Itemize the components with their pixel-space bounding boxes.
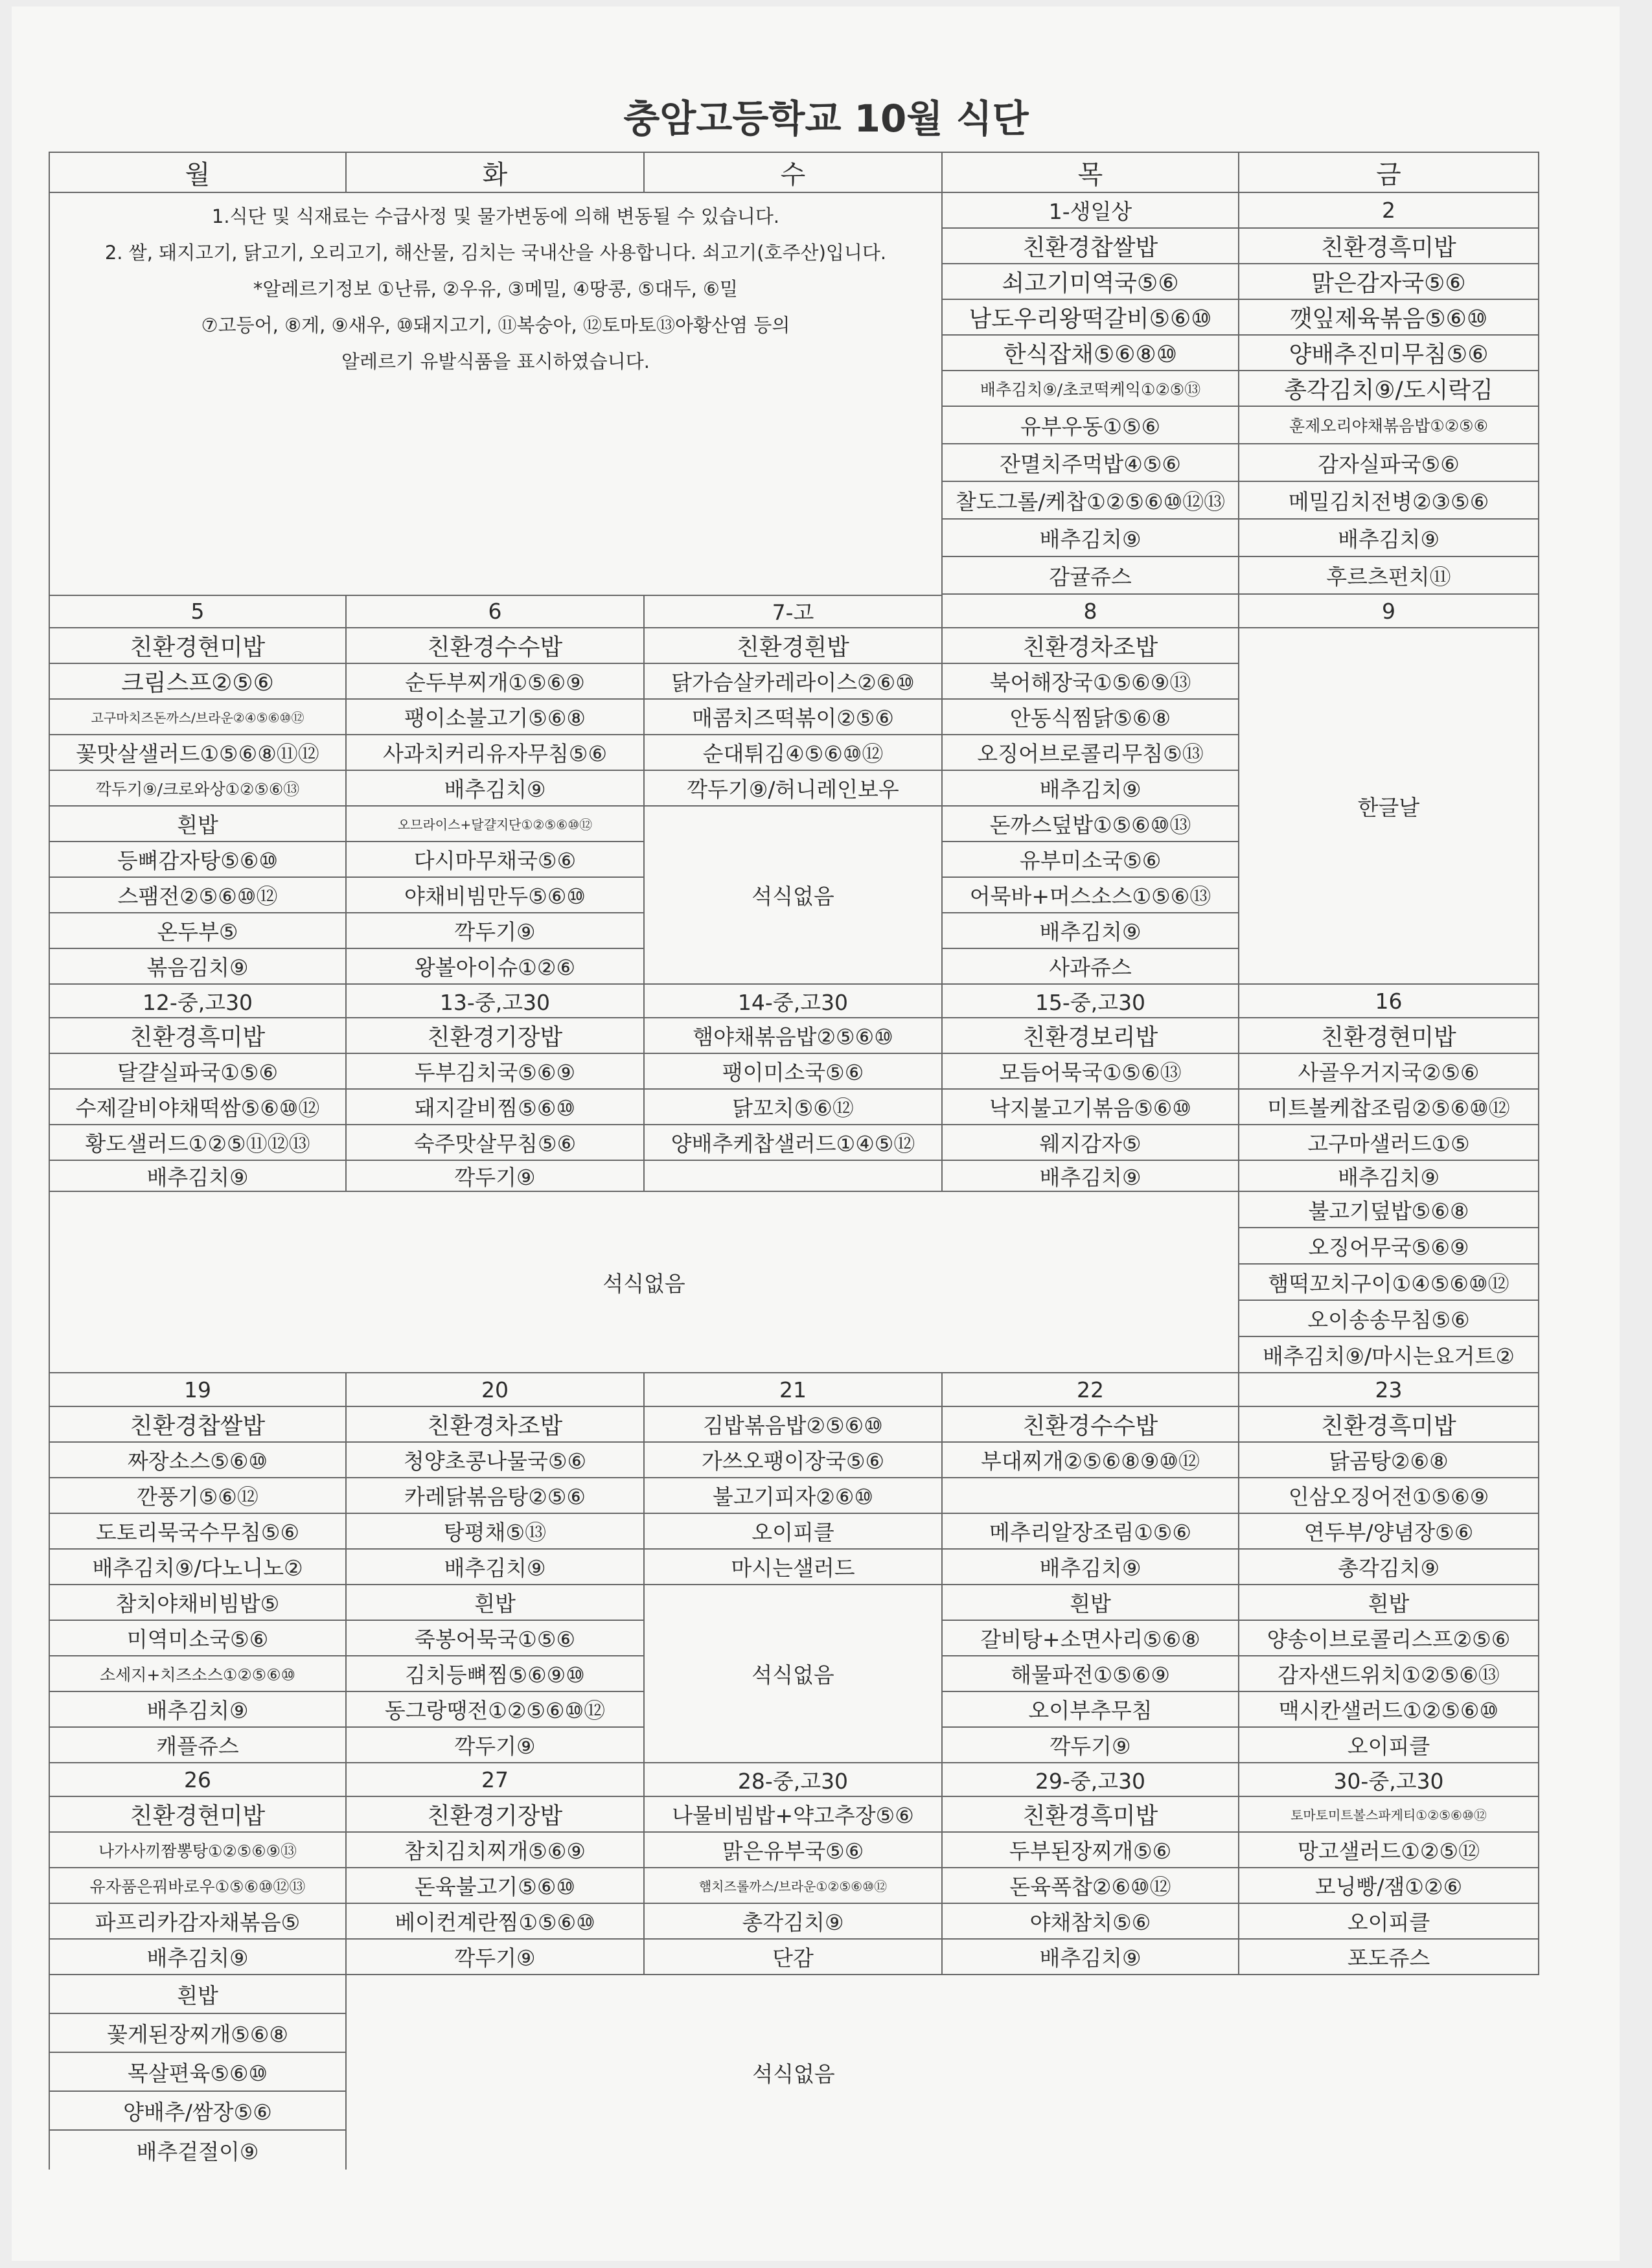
menu-item: 오이피클 xyxy=(645,1514,943,1550)
menu-item: 배추김치⑨ xyxy=(49,1161,347,1192)
notice-line-4: ⑦고등어, ⑧게, ⑨새우, ⑩돼지고기, ⑪복숭아, ⑫토마토⑬아황산염 등의 xyxy=(201,314,790,336)
menu-item: 양배추/쌈장⑤⑥ xyxy=(49,2092,347,2131)
menu-item: 베이컨계란찜①⑤⑥⑩ xyxy=(347,1904,645,1940)
menu-item: 사과치커리유자무침⑤⑥ xyxy=(347,735,645,771)
menu-item: 가쓰오팽이장국⑤⑥ xyxy=(645,1443,943,1478)
no-dinner-cell: 석식없음 xyxy=(752,2061,835,2087)
menu-item: 꽃맛살샐러드①⑤⑥⑧⑪⑫ xyxy=(49,735,347,771)
menu-item: 배추김치⑨ xyxy=(1239,1161,1539,1192)
date-header: 30-중,고30 xyxy=(1239,1763,1539,1797)
notice-line-1: 1.식단 및 식재료는 수급사정 및 물가변동에 의해 변동될 수 있습니다. xyxy=(211,205,780,227)
menu-item: 온두부⑤ xyxy=(49,913,347,949)
menu-item: 흰밥 xyxy=(49,807,347,842)
menu-item: 망고샐러드①②⑤⑫ xyxy=(1239,1833,1539,1868)
menu-item: 총각김치⑨/도시락김 xyxy=(1239,371,1539,407)
menu-item: 토마토미트볼스파게티①②⑤⑥⑩⑫ xyxy=(1239,1797,1539,1833)
menu-item: 고구마치즈돈까스/브라운②④⑤⑥⑩⑫ xyxy=(49,700,347,735)
menu-item: 나가사끼짬뽕탕①②⑤⑥⑨⑬ xyxy=(49,1833,347,1868)
menu-item: 맑은유부국⑤⑥ xyxy=(645,1833,943,1868)
menu-item: 깍두기⑨ xyxy=(943,1728,1239,1763)
menu-item: 안동식찜닭⑤⑥⑧ xyxy=(943,700,1239,735)
date-header: 2 xyxy=(1239,193,1539,229)
menu-item: 친환경수수밥 xyxy=(347,628,645,664)
date-header: 12-중,고30 xyxy=(49,985,347,1018)
menu-item: 배추김치⑨ xyxy=(943,913,1239,949)
menu-item: 참치야채비빔밥⑤ xyxy=(49,1585,347,1621)
menu-item: 총각김치⑨ xyxy=(1239,1550,1539,1585)
menu-item: 동그랑땡전①②⑤⑥⑩⑫ xyxy=(347,1692,645,1728)
date-header: 8 xyxy=(943,595,1239,628)
menu-item: 깐풍기⑤⑥⑫ xyxy=(49,1478,347,1514)
menu-item: 친환경흑미밥 xyxy=(943,1797,1239,1833)
menu-item: 야채참치⑤⑥ xyxy=(943,1904,1239,1940)
menu-item: 모닝빵/잼①②⑥ xyxy=(1239,1868,1539,1904)
menu-item: 닭가슴살카레라이스②⑥⑩ xyxy=(645,664,943,700)
menu-item: 마시는샐러드 xyxy=(645,1550,943,1585)
menu-item: 맥시칸샐러드①②⑤⑥⑩ xyxy=(1239,1692,1539,1728)
menu-item: 수제갈비야채떡쌈⑤⑥⑩⑫ xyxy=(49,1090,347,1125)
menu-item: 돈까스덮밥①⑤⑥⑩⑬ xyxy=(943,807,1239,842)
menu-item: 오징어브로콜리무침⑤⑬ xyxy=(943,735,1239,771)
menu-item: 순두부찌개①⑤⑥⑨ xyxy=(347,664,645,700)
menu-item: 양송이브로콜리스프②⑤⑥ xyxy=(1239,1621,1539,1656)
menu-item: 깍두기⑨ xyxy=(347,1728,645,1763)
menu-item: 양배추진미무침⑤⑥ xyxy=(1239,336,1539,371)
menu-item: 배추김치⑨ xyxy=(943,771,1239,807)
menu-item: 쇠고기미역국⑤⑥ xyxy=(943,264,1239,300)
menu-item: 두부김치국⑤⑥⑨ xyxy=(347,1054,645,1090)
menu-item: 친환경차조밥 xyxy=(943,628,1239,664)
no-dinner-cell: 석식없음 xyxy=(49,1192,1239,1373)
menu-item: 찰도그롤/케찹①②⑤⑥⑩⑫⑬ xyxy=(943,482,1239,520)
menu-item: 친환경현미밥 xyxy=(1239,1018,1539,1054)
no-dinner-cell: 석식없음 xyxy=(645,1585,943,1763)
menu-item: 배추김치⑨/초코떡케익①②⑤⑬ xyxy=(943,371,1239,407)
menu-item: 친환경찹쌀밥 xyxy=(943,229,1239,264)
menu-item: 목살편육⑤⑥⑩ xyxy=(49,2053,347,2092)
menu-item: 깍두기⑨ xyxy=(347,1940,645,1975)
date-header: 28-중,고30 xyxy=(645,1763,943,1797)
menu-item: 배추김치⑨/마시는요거트② xyxy=(1239,1337,1539,1373)
menu-item: 깍두기⑨/크로와상①②⑤⑥⑬ xyxy=(49,771,347,807)
menu-item: 두부된장찌개⑤⑥ xyxy=(943,1833,1239,1868)
menu-item: 미트볼케찹조림②⑤⑥⑩⑫ xyxy=(1239,1090,1539,1125)
menu-item: 배추김치⑨ xyxy=(347,771,645,807)
menu-item-empty xyxy=(645,1161,943,1192)
menu-item: 오징어무국⑤⑥⑨ xyxy=(1239,1228,1539,1265)
menu-item: 친환경현미밥 xyxy=(49,1797,347,1833)
menu-item: 왕볼아이슈①②⑥ xyxy=(347,949,645,985)
menu-item: 낙지불고기볶음⑤⑥⑩ xyxy=(943,1090,1239,1125)
menu-item: 돈육폭찹②⑥⑩⑫ xyxy=(943,1868,1239,1904)
day-header-fri: 금 xyxy=(1239,152,1539,193)
menu-item: 스팸전②⑤⑥⑩⑫ xyxy=(49,878,347,913)
menu-item: 야채비빔만두⑤⑥⑩ xyxy=(347,878,645,913)
date-header: 14-중,고30 xyxy=(645,985,943,1018)
menu-item: 메밀김치전병②③⑤⑥ xyxy=(1239,482,1539,520)
date-header: 22 xyxy=(943,1373,1239,1407)
day-header-tue: 화 xyxy=(347,152,645,193)
menu-item: 배추김치⑨ xyxy=(347,1550,645,1585)
menu-item: 친환경현미밥 xyxy=(49,628,347,664)
menu-item: 후르츠펀치⑪ xyxy=(1239,557,1539,595)
notice-line-2: 2. 쌀, 돼지고기, 닭고기, 오리고기, 해산물, 김치는 국내산을 사용합니다. 쇠고기(호주산)입니다. xyxy=(104,242,887,264)
menu-item: 양배추케찹샐러드①④⑤⑫ xyxy=(645,1125,943,1161)
menu-item: 감자실파국⑤⑥ xyxy=(1239,444,1539,482)
menu-item: 닭곰탕②⑥⑧ xyxy=(1239,1443,1539,1478)
menu-item: 청양초콩나물국⑤⑥ xyxy=(347,1443,645,1478)
date-header: 19 xyxy=(49,1373,347,1407)
date-header: 1-생일상 xyxy=(943,193,1239,229)
menu-item: 인삼오징어전①⑤⑥⑨ xyxy=(1239,1478,1539,1514)
menu-item: 흰밥 xyxy=(943,1585,1239,1621)
menu-item: 꽃게된장찌개⑤⑥⑧ xyxy=(49,2014,347,2053)
menu-item: 감귤쥬스 xyxy=(943,557,1239,595)
menu-item: 달걀실파국①⑤⑥ xyxy=(49,1054,347,1090)
menu-item: 깍두기⑨/허니레인보우 xyxy=(645,771,943,807)
menu-item: 오므라이스+달걀지단①②⑤⑥⑩⑫ xyxy=(347,807,645,842)
menu-item: 배추김치⑨ xyxy=(943,520,1239,557)
date-header: 16 xyxy=(1239,985,1539,1018)
menu-item: 배추김치⑨ xyxy=(49,1940,347,1975)
menu-item: 깻잎제육볶음⑤⑥⑩ xyxy=(1239,300,1539,336)
menu-item: 숙주맛살무침⑤⑥ xyxy=(347,1125,645,1161)
menu-item: 순대튀김④⑤⑥⑩⑫ xyxy=(645,735,943,771)
menu-item: 연두부/양념장⑤⑥ xyxy=(1239,1514,1539,1550)
menu-item: 웨지감자⑤ xyxy=(943,1125,1239,1161)
menu-item: 탕평채⑤⑬ xyxy=(347,1514,645,1550)
menu-item: 돼지갈비찜⑤⑥⑩ xyxy=(347,1090,645,1125)
menu-item: 모듬어묵국①⑤⑥⑬ xyxy=(943,1054,1239,1090)
menu-item: 햄떡꼬치구이①④⑤⑥⑩⑫ xyxy=(1239,1265,1539,1301)
menu-item: 고구마샐러드①⑤ xyxy=(1239,1125,1539,1161)
menu-item: 포도쥬스 xyxy=(1239,1940,1539,1975)
menu-item: 잔멸치주먹밥④⑤⑥ xyxy=(943,444,1239,482)
menu-item: 친환경기장밥 xyxy=(347,1018,645,1054)
menu-item: 김치등뼈찜⑤⑥⑨⑩ xyxy=(347,1656,645,1692)
menu-item: 미역미소국⑤⑥ xyxy=(49,1621,347,1656)
menu-item: 친환경흑미밥 xyxy=(49,1018,347,1054)
date-header: 26 xyxy=(49,1763,347,1797)
menu-item: 팽이소불고기⑤⑥⑧ xyxy=(347,700,645,735)
menu-item: 캐플쥬스 xyxy=(49,1728,347,1763)
menu-item: 사과쥬스 xyxy=(943,949,1239,985)
menu-item: 오이송송무침⑤⑥ xyxy=(1239,1301,1539,1337)
date-header: 13-중,고30 xyxy=(347,985,645,1018)
menu-item: 한식잡채⑤⑥⑧⑩ xyxy=(943,336,1239,371)
menu-item: 참치김치찌개⑤⑥⑨ xyxy=(347,1833,645,1868)
menu-item-empty xyxy=(943,1478,1239,1514)
menu-item: 크림스프②⑤⑥ xyxy=(49,664,347,700)
date-header: 23 xyxy=(1239,1373,1539,1407)
menu-item: 남도우리왕떡갈비⑤⑥⑩ xyxy=(943,300,1239,336)
date-header: 27 xyxy=(347,1763,645,1797)
menu-item: 팽이미소국⑤⑥ xyxy=(645,1054,943,1090)
menu-item: 깍두기⑨ xyxy=(347,913,645,949)
menu-item: 친환경찹쌀밥 xyxy=(49,1407,347,1443)
day-header-mon: 월 xyxy=(49,152,347,193)
menu-item: 유부미소국⑤⑥ xyxy=(943,842,1239,878)
menu-item: 나물비빔밥+약고추장⑤⑥ xyxy=(645,1797,943,1833)
menu-item: 해물파전①⑤⑥⑨ xyxy=(943,1656,1239,1692)
menu-item: 맑은감자국⑤⑥ xyxy=(1239,264,1539,300)
menu-item: 오이피클 xyxy=(1239,1904,1539,1940)
menu-item: 햄야채볶음밥②⑤⑥⑩ xyxy=(645,1018,943,1054)
menu-grid xyxy=(49,152,1539,2187)
notice-line-5: 알레르기 유발식품을 표시하였습니다. xyxy=(341,350,650,372)
menu-item: 도토리묵국수무침⑤⑥ xyxy=(49,1514,347,1550)
menu-item: 배추김치⑨ xyxy=(943,1940,1239,1975)
date-header: 5 xyxy=(49,595,347,628)
menu-item: 훈제오리야채볶음밥①②⑤⑥ xyxy=(1239,407,1539,444)
menu-item: 김밥볶음밥②⑤⑥⑩ xyxy=(645,1407,943,1443)
menu-item: 친환경차조밥 xyxy=(347,1407,645,1443)
menu-item: 파프리카감자채볶음⑤ xyxy=(49,1904,347,1940)
menu-item: 갈비탕+소면사리⑤⑥⑧ xyxy=(943,1621,1239,1656)
holiday-cell: 한글날 xyxy=(1239,628,1539,985)
menu-item: 흰밥 xyxy=(49,1975,347,2014)
menu-item: 볶음김치⑨ xyxy=(49,949,347,985)
menu-item: 매콤치즈떡볶이②⑤⑥ xyxy=(645,700,943,735)
menu-item: 북어해장국①⑤⑥⑨⑬ xyxy=(943,664,1239,700)
menu-item: 불고기피자②⑥⑩ xyxy=(645,1478,943,1514)
menu-item: 배추김치⑨/다노니노② xyxy=(49,1550,347,1585)
date-header: 21 xyxy=(645,1373,943,1407)
menu-item: 총각김치⑨ xyxy=(645,1904,943,1940)
menu-item: 친환경보리밥 xyxy=(943,1018,1239,1054)
menu-item: 유부우동①⑤⑥ xyxy=(943,407,1239,444)
menu-item: 배추김치⑨ xyxy=(943,1161,1239,1192)
no-dinner-cell: 석식없음 xyxy=(645,807,943,985)
date-header: 29-중,고30 xyxy=(943,1763,1239,1797)
menu-item: 배추김치⑨ xyxy=(49,1692,347,1728)
notice-box xyxy=(49,193,943,595)
menu-item: 감자샌드위치①②⑤⑥⑬ xyxy=(1239,1656,1539,1692)
menu-item: 친환경흑미밥 xyxy=(1239,229,1539,264)
date-header: 7-고 xyxy=(645,595,943,628)
menu-item: 친환경수수밥 xyxy=(943,1407,1239,1443)
menu-item: 불고기덮밥⑤⑥⑧ xyxy=(1239,1192,1539,1228)
menu-item: 등뼈감자탕⑤⑥⑩ xyxy=(49,842,347,878)
menu-item: 죽봉어묵국①⑤⑥ xyxy=(347,1621,645,1656)
menu-item: 흰밥 xyxy=(1239,1585,1539,1621)
menu-item: 오이부추무침 xyxy=(943,1692,1239,1728)
menu-item: 부대찌개②⑤⑥⑧⑨⑩⑫ xyxy=(943,1443,1239,1478)
menu-item: 돈육불고기⑤⑥⑩ xyxy=(347,1868,645,1904)
menu-item: 다시마무채국⑤⑥ xyxy=(347,842,645,878)
menu-item: 햄치즈롤까스/브라운①②⑤⑥⑩⑫ xyxy=(645,1868,943,1904)
menu-item: 닭꼬치⑤⑥⑫ xyxy=(645,1090,943,1125)
menu-item: 사골우거지국②⑤⑥ xyxy=(1239,1054,1539,1090)
menu-item: 유자품은꿔바로우①⑤⑥⑩⑫⑬ xyxy=(49,1868,347,1904)
page-title: 충암고등학교 10월 식단 xyxy=(623,97,1029,141)
menu-item: 황도샐러드①②⑤⑪⑫⑬ xyxy=(49,1125,347,1161)
menu-item: 친환경기장밥 xyxy=(347,1797,645,1833)
menu-item: 배추겉절이⑨ xyxy=(49,2131,347,2170)
date-header: 6 xyxy=(347,595,645,628)
menu-item: 깍두기⑨ xyxy=(347,1161,645,1192)
day-header-thu: 목 xyxy=(943,152,1239,193)
menu-item: 배추김치⑨ xyxy=(1239,520,1539,557)
menu-item: 흰밥 xyxy=(347,1585,645,1621)
menu-item: 메추리알장조림①⑤⑥ xyxy=(943,1514,1239,1550)
menu-item: 친환경흑미밥 xyxy=(1239,1407,1539,1443)
date-header: 20 xyxy=(347,1373,645,1407)
day-header-wed: 수 xyxy=(645,152,943,193)
menu-item: 단감 xyxy=(645,1940,943,1975)
menu-item: 카레닭볶음탕②⑤⑥ xyxy=(347,1478,645,1514)
menu-item: 오이피클 xyxy=(1239,1728,1539,1763)
menu-item: 어묵바+머스소스①⑤⑥⑬ xyxy=(943,878,1239,913)
date-header: 9 xyxy=(1239,595,1539,628)
menu-item: 소세지+치즈소스①②⑤⑥⑩ xyxy=(49,1656,347,1692)
notice-line-3: *알레르기정보 ①난류, ②우유, ③메밀, ④땅콩, ⑤대두, ⑥밀 xyxy=(253,278,739,300)
menu-item: 친환경흰밥 xyxy=(645,628,943,664)
date-header: 15-중,고30 xyxy=(943,985,1239,1018)
menu-item: 배추김치⑨ xyxy=(943,1550,1239,1585)
menu-item: 짜장소스⑤⑥⑩ xyxy=(49,1443,347,1478)
